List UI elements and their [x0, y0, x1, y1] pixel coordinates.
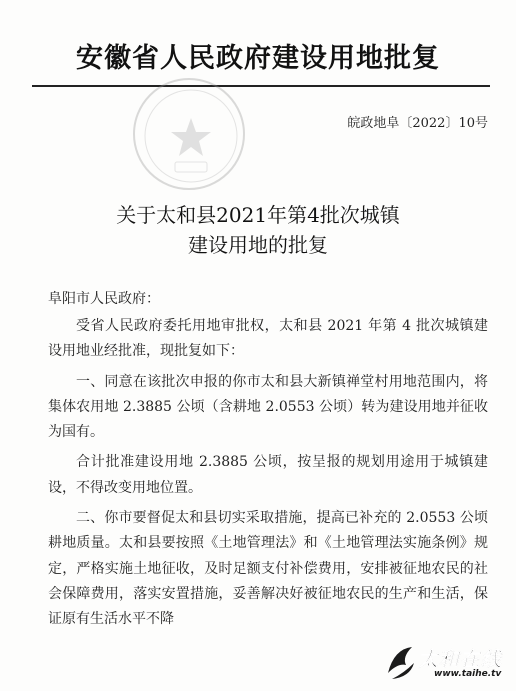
document-title-line-1: 关于太和县2021年第4批次城镇 [116, 203, 400, 227]
paragraph-total: 合计批准建设用地 2.3885 公顷，按呈报的规划用途用于城镇建设，不得改变用地位置。 [48, 454, 488, 496]
header-divider [32, 85, 490, 87]
paragraph-item-2: 二、你市要督促太和县切实采取措施，提高已补充的 2.0553 公顷耕地质量。太和县要按照《土地管理法》和《土地管理法实施条例》规定，严格实施土地征收，及时足额支付补偿费用，安排被征地农民的社会保障费用，落实安置措施，妥善解决好被征地农民的生产和生活，保证原有生活水平不降 [48, 510, 488, 628]
addressee: 阜阳市人民政府： [48, 291, 160, 307]
official-seal-icon [133, 78, 245, 190]
paragraph-item-1: 一、同意在该批次申报的你市太和县大新镇禅堂村用地范围内，将集体农用地 2.3885 公顷（含耕地 2.0553 公顷）转为建设用地并征收为国有。 [48, 373, 488, 441]
paragraph-intro: 受省人民政府委托用地审批权，太和县 2021 年第 4 批次城镇建设用地业经批准，现批复如下： [48, 318, 488, 360]
document-body [48, 314, 488, 638]
document-header-title: 安徽省人民政府建设用地批复 [76, 43, 440, 74]
watermark-site-name: 太和在线 [418, 647, 502, 671]
document-number: 皖政地阜〔2022〕10号 [347, 116, 488, 131]
document-title-line-2: 建设用地的批复 [188, 233, 328, 257]
document-title [0, 200, 516, 260]
watermark-logo-icon [384, 643, 418, 683]
site-watermark [384, 641, 510, 687]
watermark-site-url: www.taihe.tv [434, 669, 502, 679]
